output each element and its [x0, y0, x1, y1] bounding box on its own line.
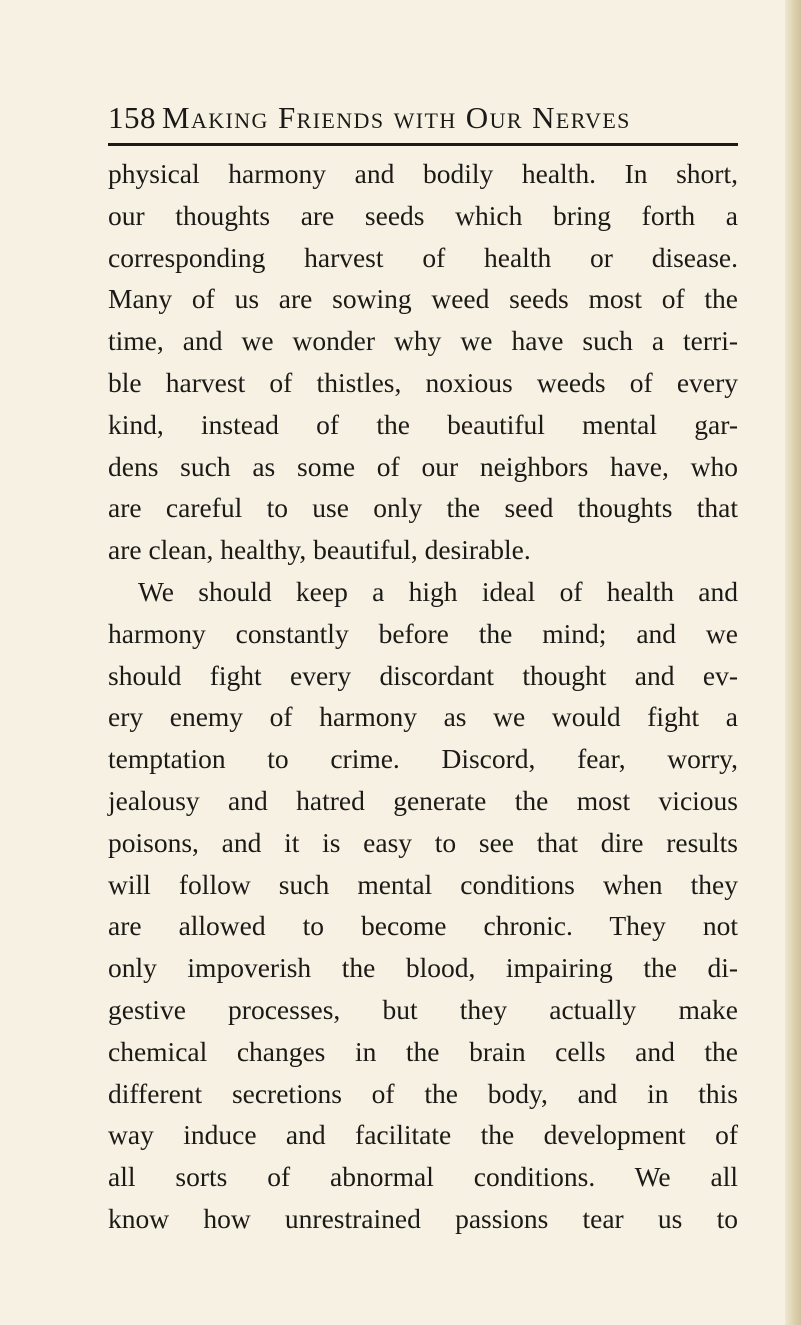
running-header [108, 96, 738, 140]
text-line: ery enemy of harmony as we would fight a [108, 701, 738, 733]
text-line: only impoverish the blood, impairing the di- [108, 952, 738, 984]
text-line: jealousy and hatred generate the most vicious [108, 784, 738, 816]
page-edge [785, 0, 801, 1325]
text-line: are allowed to become chronic. They not [108, 910, 738, 942]
text-line: know how unrestrained passions tear us to [108, 1202, 738, 1234]
text-line: poisons, and it is easy to see that dire results [108, 826, 738, 858]
text-line: We should keep a high ideal of health and [138, 575, 738, 607]
text-line: corresponding harvest of health or disease. [108, 241, 738, 273]
text-line: will follow such mental conditions when they [108, 868, 738, 900]
text-line: are careful to use only the seed thoughts that [108, 492, 738, 524]
text-line: Many of us are sowing weed seeds most of the [108, 283, 738, 315]
running-title: Making Friends with Our Nerves [162, 100, 631, 135]
page-number: 158 [108, 100, 156, 135]
text-line: are clean, healthy, beautiful, desirable. [108, 534, 531, 566]
text-line: harmony constantly before the mind; and we [108, 617, 738, 649]
text-line: should fight every discordant thought and ev- [108, 659, 738, 691]
text-line: our thoughts are seeds which bring forth a [108, 199, 738, 231]
text-line: temptation to crime. Discord, fear, worry, [108, 743, 738, 775]
text-line: gestive processes, but they actually make [108, 993, 738, 1025]
text-line: dens such as some of our neighbors have, who [108, 450, 738, 482]
text-line: all sorts of abnormal conditions. We all [108, 1161, 738, 1193]
text-line: ble harvest of thistles, noxious weeds of every [108, 366, 738, 398]
text-line: chemical changes in the brain cells and the [108, 1035, 738, 1067]
text-line: kind, instead of the beautiful mental gar- [108, 408, 738, 440]
text-line: time, and we wonder why we have such a terri- [108, 325, 738, 357]
body-text [108, 153, 738, 1240]
header-rule [108, 143, 738, 146]
text-line: different secretions of the body, and in this [108, 1077, 738, 1109]
text-line: way induce and facilitate the development of [108, 1119, 738, 1151]
text-line: physical harmony and bodily health. In short, [108, 158, 738, 189]
